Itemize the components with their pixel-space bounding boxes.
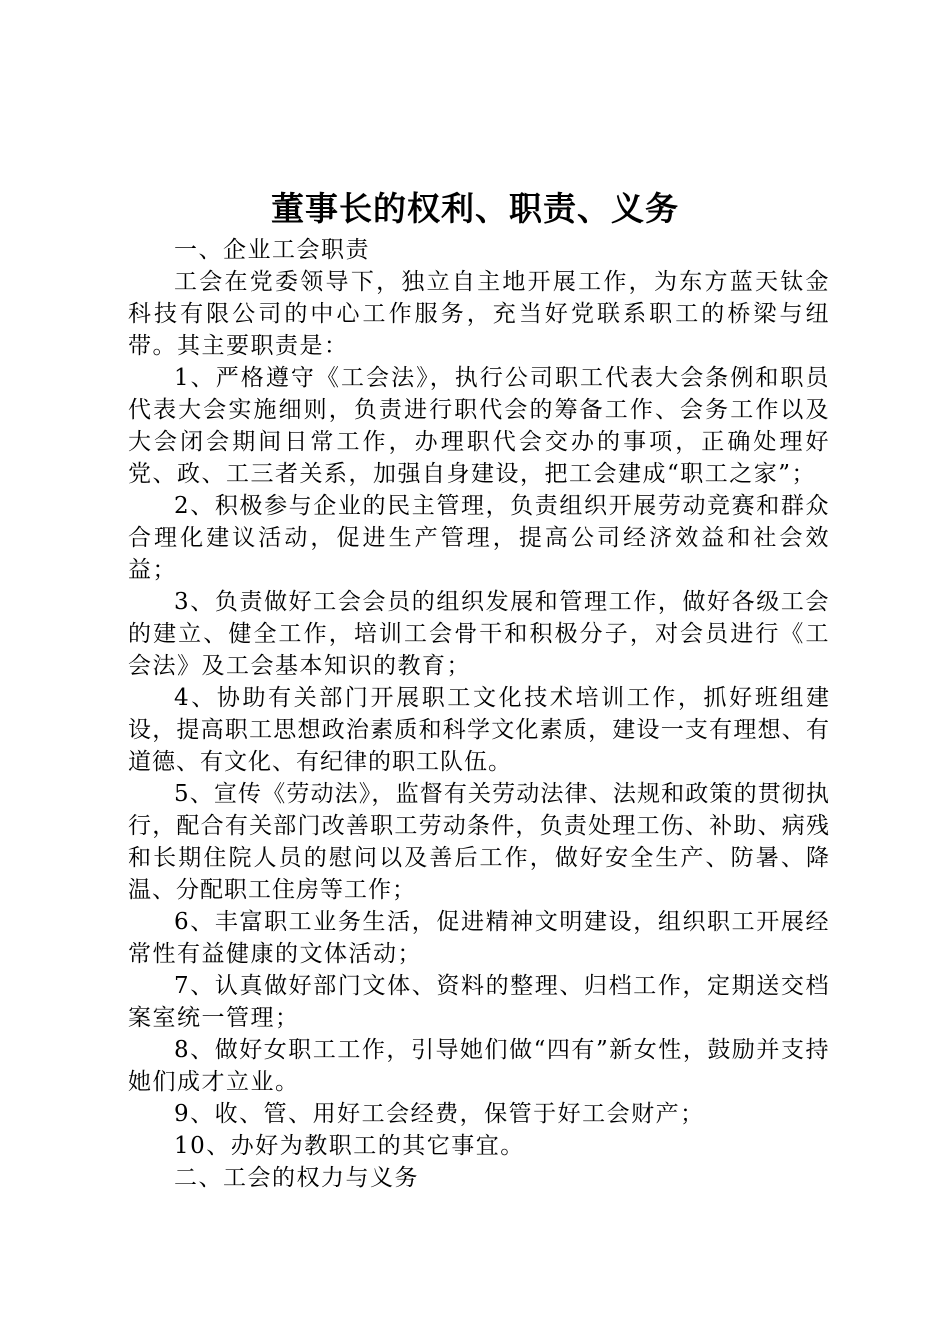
list-item: 10、办好为教职工的其它事宜。 [174,1133,525,1159]
section-heading: 二、工会的权力与义务 [174,1165,419,1191]
section-heading: 一、企业工会职责 [174,237,370,263]
list-item: 7、认真做好部门文体、资料的整理、归档工作，定期送交档案室统一管理； [128,973,830,1031]
list-item: 5、宣传《劳动法》，监督有关劳动法律、法规和政策的贯彻执行，配合有关部门改善职工劳动条件，负责处理工伤、补助、病残和长期住院人员的慰问以及善后工作，做好安全生产、防暑、降温、分配职工住房等工作； [128,781,830,903]
list-item: 8、做好女职工工作，引导她们做“四有”新女性，鼓励并支持她们成才立业。 [128,1037,830,1095]
list-item: 4、协助有关部门开展职工文化技术培训工作，抓好班组建设，提高职工思想政治素质和科学文化素质，建设一支有理想、有道德、有文化、有纪律的职工队伍。 [128,685,830,775]
list-item: 2、积极参与企业的民主管理，负责组织开展劳动竞赛和群众合理化建议活动，促进生产管理，提高公司经济效益和社会效益； [128,493,830,583]
document-title: 董事长的权利、职责、义务 [271,189,679,228]
list-item: 6、丰富职工业务生活，促进精神文明建设，组织职工开展经常性有益健康的文体活动； [128,909,830,967]
paragraph: 工会在党委领导下，独立自主地开展工作，为东方蓝天钛金科技有限公司的中心工作服务，充当好党联系职工的桥梁与纽带。其主要职责是： [128,269,830,359]
document-body [128,234,830,1194]
list-item: 9、收、管、用好工会经费，保管于好工会财产； [174,1101,705,1127]
list-item: 1、严格遵守《工会法》，执行公司职工代表大会条例和职员代表大会实施细则，负责进行职代会的筹备工作、会务工作以及大会闭会期间日常工作，办理职代会交办的事项，正确处理好党、政、工三者关系，加强自身建设，把工会建成“职工之家”； [128,365,830,487]
list-item: 3、负责做好工会会员的组织发展和管理工作，做好各级工会的建立、健全工作，培训工会骨干和积极分子，对会员进行《工会法》及工会基本知识的教育； [128,589,830,679]
